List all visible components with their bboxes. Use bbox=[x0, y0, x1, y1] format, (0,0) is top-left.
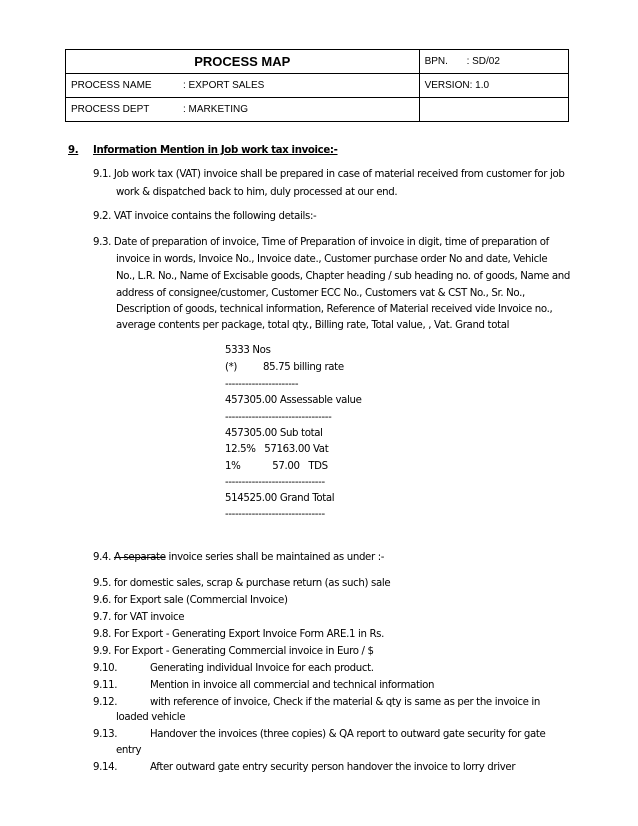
item-number: 9.11. bbox=[93, 680, 118, 691]
section-heading: Information Mention in Job work tax invoice:- bbox=[93, 145, 338, 156]
calc-line: -------------------------------- bbox=[225, 412, 332, 423]
paragraph-9-3-line-2: invoice in words, Invoice No., Invoice date., Customer purchase order No and date, Vehicle bbox=[116, 254, 548, 265]
list-item: 9.9. For Export - Generating Commercial invoice in Euro / $ bbox=[93, 646, 374, 657]
paragraph-9-4-struck: A separate bbox=[113, 552, 166, 563]
list-item bbox=[93, 761, 515, 774]
item-number: 9.13. bbox=[93, 729, 118, 740]
list-item: 9.8. For Export - Generating Export Invoice Form ARE.1 in Rs. bbox=[93, 629, 385, 640]
item-text: Generating individual Invoice for each product. bbox=[150, 663, 374, 674]
bpn-value: : SD/02 bbox=[466, 56, 500, 67]
list-item: 9.7. for VAT invoice bbox=[93, 612, 185, 623]
bpn-label: BPN. bbox=[424, 56, 448, 67]
list-item: 9.5. for domestic sales, scrap & purchase return (as such) sale bbox=[93, 578, 391, 589]
paragraph-9-3-line-1: 9.3. Date of preparation of invoice, Time of Preparation of invoice in digit, time of preparation of bbox=[93, 237, 549, 248]
list-item-continuation: entry bbox=[116, 745, 142, 756]
list-item bbox=[93, 728, 545, 741]
paragraph-9-3-line-3: No., L.R. No., Name of Excisable goods, Chapter heading / sub heading no. of goods, Name and bbox=[116, 271, 570, 282]
process-name-label: PROCESS NAME bbox=[71, 80, 152, 91]
list-item-continuation: loaded vehicle bbox=[116, 712, 186, 723]
item-text: After outward gate entry security person handover the invoice to lorry driver bbox=[150, 762, 516, 773]
paragraph-9-3-line-6: average contents per package, total qty., Billing rate, Total value, , Vat. Grand total bbox=[116, 320, 510, 331]
calc-line: 457305.00 Assessable value bbox=[225, 395, 362, 406]
section-number: 9. bbox=[68, 145, 79, 156]
item-text: with reference of invoice, Check if the material & qty is same as per the invoice in bbox=[150, 697, 541, 708]
paragraph-9-4 bbox=[93, 551, 384, 564]
process-name-value: : EXPORT SALES bbox=[183, 80, 265, 91]
calc-line: 514525.00 Grand Total bbox=[225, 493, 335, 504]
calc-line: ---------------------- bbox=[225, 379, 299, 390]
paragraph-9-4-prefix: 9.4. bbox=[93, 552, 114, 563]
list-item bbox=[93, 696, 540, 709]
calc-line: 457305.00 Sub total bbox=[225, 428, 323, 439]
paragraph-9-1-line-2: work & dispatched back to him, duly processed at our end. bbox=[116, 187, 398, 198]
version-cell: VERSION: 1.0 bbox=[419, 74, 568, 98]
calc-line: 12.5% 57163.00 Vat bbox=[225, 444, 329, 455]
item-number: 9.10. bbox=[93, 663, 118, 674]
list-item: 9.6. for Export sale (Commercial Invoice) bbox=[93, 595, 288, 606]
paragraph-9-2: 9.2. VAT invoice contains the following details:- bbox=[93, 211, 317, 222]
header-title: PROCESS MAP bbox=[66, 50, 420, 74]
item-number: 9.12. bbox=[93, 697, 118, 708]
paragraph-9-3-line-5: Description of goods, technical information, Reference of Material received vide Invoice no., bbox=[116, 304, 553, 315]
item-text: Handover the invoices (three copies) & QA report to outward gate security for gate bbox=[150, 729, 546, 740]
list-item bbox=[93, 679, 434, 692]
calc-line: (*) 85.75 billing rate bbox=[225, 362, 344, 373]
calc-line: ------------------------------ bbox=[225, 477, 325, 488]
calc-line: 1% 57.00 TDS bbox=[225, 461, 328, 472]
calc-line: ------------------------------ bbox=[225, 509, 325, 520]
process-dept-value: : MARKETING bbox=[183, 104, 249, 115]
paragraph-9-3-line-4: address of consignee/customer, Customer ECC No., Customers vat & CST No., Sr. No., bbox=[116, 288, 525, 299]
paragraph-9-4-rest: invoice series shall be maintained as under :- bbox=[165, 552, 385, 563]
calc-line: 5333 Nos bbox=[225, 345, 271, 356]
item-text: Mention in invoice all commercial and technical information bbox=[150, 680, 435, 691]
process-dept-label: PROCESS DEPT bbox=[71, 104, 150, 115]
paragraph-9-1-line-1: 9.1. Job work tax (VAT) invoice shall be prepared in case of material received from customer for job bbox=[93, 169, 565, 180]
item-number: 9.14. bbox=[93, 762, 118, 773]
list-item bbox=[93, 662, 374, 675]
